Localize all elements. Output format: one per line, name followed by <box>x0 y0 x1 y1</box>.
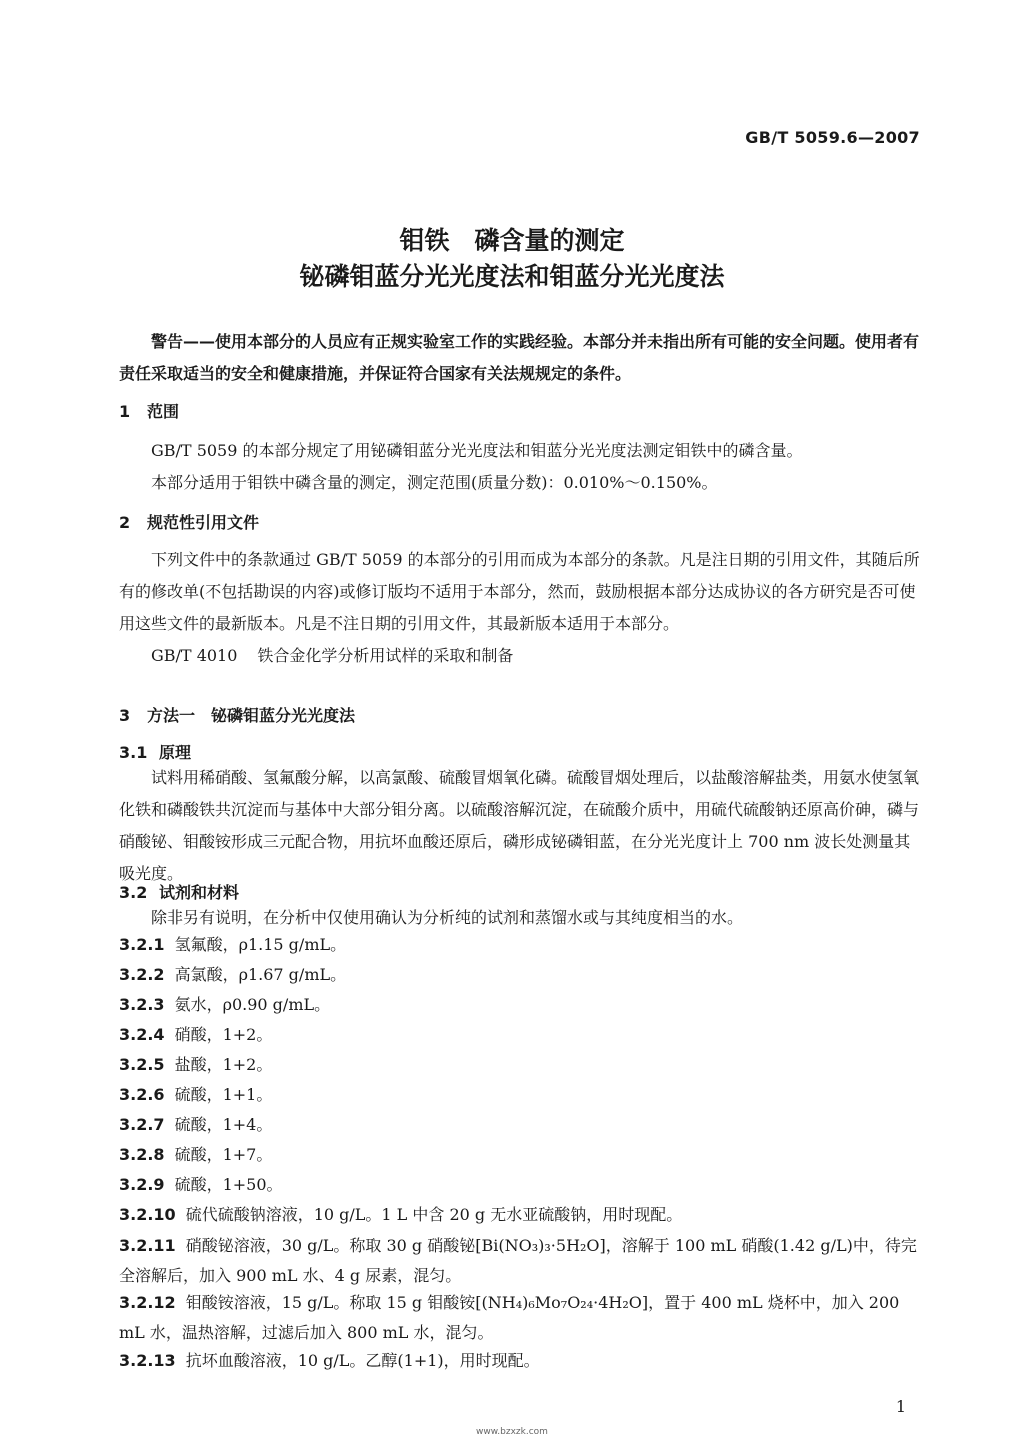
list-item: 3.2.12 钼酸铵溶液，15 g/L。称取 15 g 钼酸铵[(NH₄)₆Mo₇O₂₄·4H₂O]，置于 400 mL 烧杯中，加入 200 mL 水，温热溶解，过滤后加入 800 mL 水，混匀。 <box>119 1293 900 1342</box>
section-3-heading <box>119 703 355 726</box>
list-item: 3.2.7 硫酸，1+4。 <box>119 1115 273 1134</box>
list-item: 3.2.1 氢氟酸，ρ1.15 g/mL。 <box>119 935 347 954</box>
list-item: 3.2.2 高氯酸，ρ1.67 g/mL。 <box>119 965 347 984</box>
reference-title: 铁合金化学分析用试样的采取和制备 <box>257 646 514 665</box>
section-number: 1 <box>119 402 131 421</box>
section-3-2-heading <box>119 880 239 903</box>
page-number: 1 <box>895 1397 906 1416</box>
list-item: 3.2.3 氨水，ρ0.90 g/mL。 <box>119 995 331 1014</box>
section-1-body <box>119 435 921 499</box>
document-title-line1: 钼铁 磷含量的测定 <box>399 226 625 255</box>
section-3-1-heading <box>119 740 191 763</box>
footer-watermark: www.bzxzk.com <box>476 1427 548 1437</box>
section-3-1-body <box>119 762 921 890</box>
paragraph: 除非另有说明，在分析中仅使用确认为分析纯的试剂和蒸馏水或与其纯度相当的水。 <box>151 908 744 927</box>
section-number: 3 <box>119 706 131 725</box>
section-1-heading <box>119 399 179 422</box>
section-2-body <box>119 544 921 672</box>
section-number: 3.1 <box>119 743 148 762</box>
list-item: 3.2.5 盐酸，1+2。 <box>119 1055 273 1074</box>
section-number: 2 <box>119 513 131 532</box>
list-item: 3.2.11 硝酸铋溶液，30 g/L。称取 30 g 硝酸铋[Bi(NO₃)₃·5H₂O]，溶解于 100 mL 硝酸(1.42 g/L)中，待完全溶解后，加入 900 mL 水、4 g 尿素，混匀。 <box>119 1236 917 1285</box>
paragraph: 下列文件中的条款通过 GB/T 5059 的本部分的引用而成为本部分的条款。凡是注日期的引用文件，其随后所有的修改单(不包括勘误的内容)或修订版均不适用于本部分，然而，鼓励根据本部分达成协议的各方研究是否可使用这些文件的最新版本。凡是不注日期的引用文件，其最新版本适用于本部分。 <box>119 550 920 633</box>
section-title: 范围 <box>147 402 180 421</box>
paragraph: 试料用稀硝酸、氢氟酸分解，以高氯酸、硫酸冒烟氧化磷。硫酸冒烟处理后，以盐酸溶解盐类，用氨水使氢氧化铁和磷酸铁共沉淀而与基体中大部分钼分离。以硫酸溶解沉淀，在硫酸介质中，用硫代硫酸钠还原高价砷，磷与硝酸铋、钼酸铵形成三元配合物，用抗坏血酸还原后，磷形成铋磷钼蓝，在分光光度计上 700 nm 波长处测量其吸光度。 <box>119 768 920 883</box>
reference-code: GB/T 4010 <box>151 646 238 665</box>
list-item: 3.2.4 硝酸，1+2。 <box>119 1025 273 1044</box>
section-title: 原理 <box>159 743 192 762</box>
section-title: 试剂和材料 <box>159 883 240 902</box>
warning-paragraph: 警告——使用本部分的人员应有正规实验室工作的实践经验。本部分并未指出所有可能的安全问题。使用者有责任采取适当的安全和健康措施，并保证符合国家有关法规规定的条件。 <box>119 332 920 383</box>
document-title-line2: 铋磷钼蓝分光光度法和钼蓝分光光度法 <box>299 262 725 291</box>
section-title: 规范性引用文件 <box>147 513 260 532</box>
section-title: 方法一 铋磷钼蓝分光光度法 <box>147 706 356 725</box>
list-item: 3.2.6 硫酸，1+1。 <box>119 1085 273 1104</box>
list-item: 3.2.9 硫酸，1+50。 <box>119 1175 283 1194</box>
section-number: 3.2 <box>119 883 148 902</box>
normative-reference <box>119 640 921 672</box>
standard-number: GB/T 5059.6—2007 <box>745 128 920 147</box>
paragraph: GB/T 5059 的本部分规定了用铋磷钼蓝分光光度法和钼蓝分光光度法测定钼铁中的磷含量。 <box>151 441 803 460</box>
section-2-heading <box>119 510 259 533</box>
list-item: 3.2.8 硫酸，1+7。 <box>119 1145 273 1164</box>
list-item: 3.2.10 硫代硫酸钠溶液，10 g/L。1 L 中含 20 g 无水亚硫酸钠，用时现配。 <box>119 1205 683 1224</box>
list-item: 3.2.13 抗坏血酸溶液，10 g/L。乙醇(1+1)，用时现配。 <box>119 1351 540 1370</box>
paragraph: 本部分适用于钼铁中磷含量的测定，测定范围(质量分数)：0.010%～0.150%。 <box>151 473 718 492</box>
